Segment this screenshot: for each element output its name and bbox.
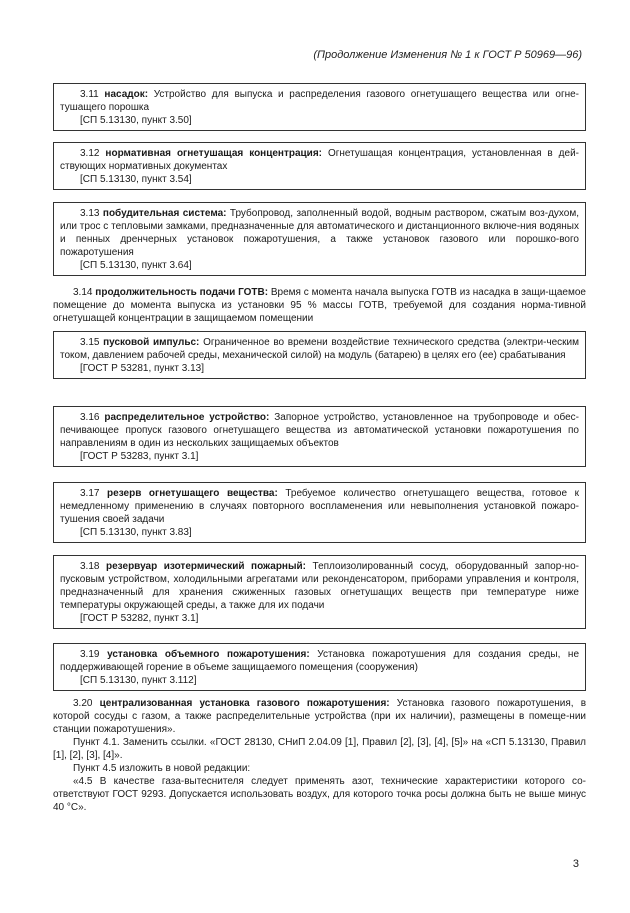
definition-ref: [ГОСТ Р 53282, пункт 3.1]	[80, 613, 199, 624]
page-header: (Продолжение Изменения № 1 к ГОСТ Р 50969—96)	[313, 49, 582, 61]
term: пусковой импульс:	[103, 337, 200, 348]
definition-ref: [СП 5.13130, пункт 3.54]	[80, 174, 192, 185]
term: централизованная установка газового пожаротушения:	[99, 698, 390, 709]
term: насадок:	[104, 89, 149, 100]
definition-text: 3.17 резерв огнетушащего вещества: Требуемое количество огнетушащего вещества, готовое к немедленному применению в случаях повторного воспламенения или невыполнения установкой пожаро-тушения своей задачи	[60, 488, 579, 525]
term: установка объемного пожаротушения:	[107, 649, 310, 660]
definition-box-3-17	[53, 482, 586, 543]
term: побудительная система:	[102, 208, 227, 219]
definition-text: 3.19 установка объемного пожаротушения: Установка пожаротушения для создания среды, не поддерживающей горение в объеме защищаемого помещения (сооружения)	[60, 649, 580, 673]
definition-text: 3.13 побудительная система: Трубопровод, заполненный водой, водным раствором, сжатым воз-духом, или трос с тепловыми замками, предназначенные для автоматического и дистанционного включе-ния водяных и пенных дренчерных установок пожаротушения, а также установок газового или порошко-вого пожаротушения	[60, 208, 580, 258]
definition-box-3-15	[53, 331, 586, 379]
definition-box-3-12	[53, 142, 586, 190]
definition-3-14	[53, 286, 586, 325]
term: резервуар изотермический пожарный:	[106, 561, 306, 572]
paragraph-4-5-intro: Пункт 4.5 изложить в новой редакции:	[73, 763, 251, 774]
definition-ref: [СП 5.13130, пункт 3.50]	[80, 115, 192, 126]
term: распределительное устройство:	[104, 412, 270, 423]
definition-text: 3.12 нормативная огнетушащая концентрация: Огнетушащая концентрация, установленная в дей-ствующих нормативных документах	[60, 148, 579, 172]
definition-text: 3.15 пусковой импульс: Ограниченное во времени воздействие технического средства (электри-ческим током, давлением рабочей среды, механической силой) на модуль (батарею) в целях его (ее) срабатывания	[60, 337, 580, 361]
definition-ref: [СП 5.13130, пункт 3.112]	[80, 675, 197, 686]
body-text	[53, 697, 586, 814]
definition-ref: [СП 5.13130, пункт 3.83]	[80, 527, 192, 538]
term: продолжительность подачи ГОТВ:	[95, 287, 269, 298]
definition-text: 3.18 резервуар изотермический пожарный: Теплоизолированный сосуд, оборудованный запор-но-пусковым устройством, холодильными агрегатами или реконденсатором, приборами управления и контроля, предназначенный для хранения сжиженных газовых огнетушащих веществ при температуре ниже температуры окружающей среды, а также для их подачи	[60, 561, 579, 611]
definition-ref: [СП 5.13130, пункт 3.64]	[80, 260, 192, 271]
definition-box-3-19	[53, 643, 586, 691]
paragraph-4-1: Пункт 4.1. Заменить ссылки. «ГОСТ 28130, СНиП 2.04.09 [1], Правил [2], [3], [4], [5]» на «СП 5.13130, Правил [1], [2], [3], [4]».	[53, 737, 586, 761]
definition-box-3-13	[53, 202, 586, 276]
definition-text: 3.16 распределительное устройство: Запорное устройство, установленное на трубопроводе и обес-печивающее пропуск газового огнетушащего вещества из автоматической установки пожаротушения по направлениям в один из нескольких защищаемых объектов	[60, 412, 580, 449]
definition-box-3-11	[53, 83, 586, 131]
term: нормативная огнетушащая концентрация:	[105, 148, 322, 159]
definition-box-3-18	[53, 555, 586, 629]
paragraph-4-5: «4.5 В качестве газа-вытеснителя следует применять азот, технические характеристики которого со-ответствуют ГОСТ 9293. Допускается использовать воздух, для которого точка росы должна быть не выше минус 40 °С».	[53, 776, 586, 813]
definition-ref: [ГОСТ Р 53281, пункт 3.13]	[80, 363, 205, 374]
page-number: 3	[572, 858, 579, 870]
term: резерв огнетушащего вещества:	[107, 488, 278, 499]
definition-box-3-16	[53, 406, 586, 467]
definition-text: 3.14 продолжительность подачи ГОТВ: Время с момента начала выпуска ГОТВ из насадка в защи-щаемое помещение до момента выпуска из установки 95 % массы ГОТВ, требуемой для создания норма-тивной огнетушащей концентрации в защищаемом помещении	[53, 287, 586, 324]
definition-text: 3.11 насадок: Устройство для выпуска и распределения газового огнетушащего вещества или огне-тушащего порошка	[60, 89, 580, 113]
definition-3-20: 3.20 централизованная установка газового пожаротушения: Установка газового пожаротушения, в которой сосуды с газом, а также распределительные устройства (при их наличии), размещены в помеще-нии станции пожаротушения».	[53, 698, 587, 735]
definition-ref: [ГОСТ Р 53283, пункт 3.1]	[80, 451, 199, 462]
